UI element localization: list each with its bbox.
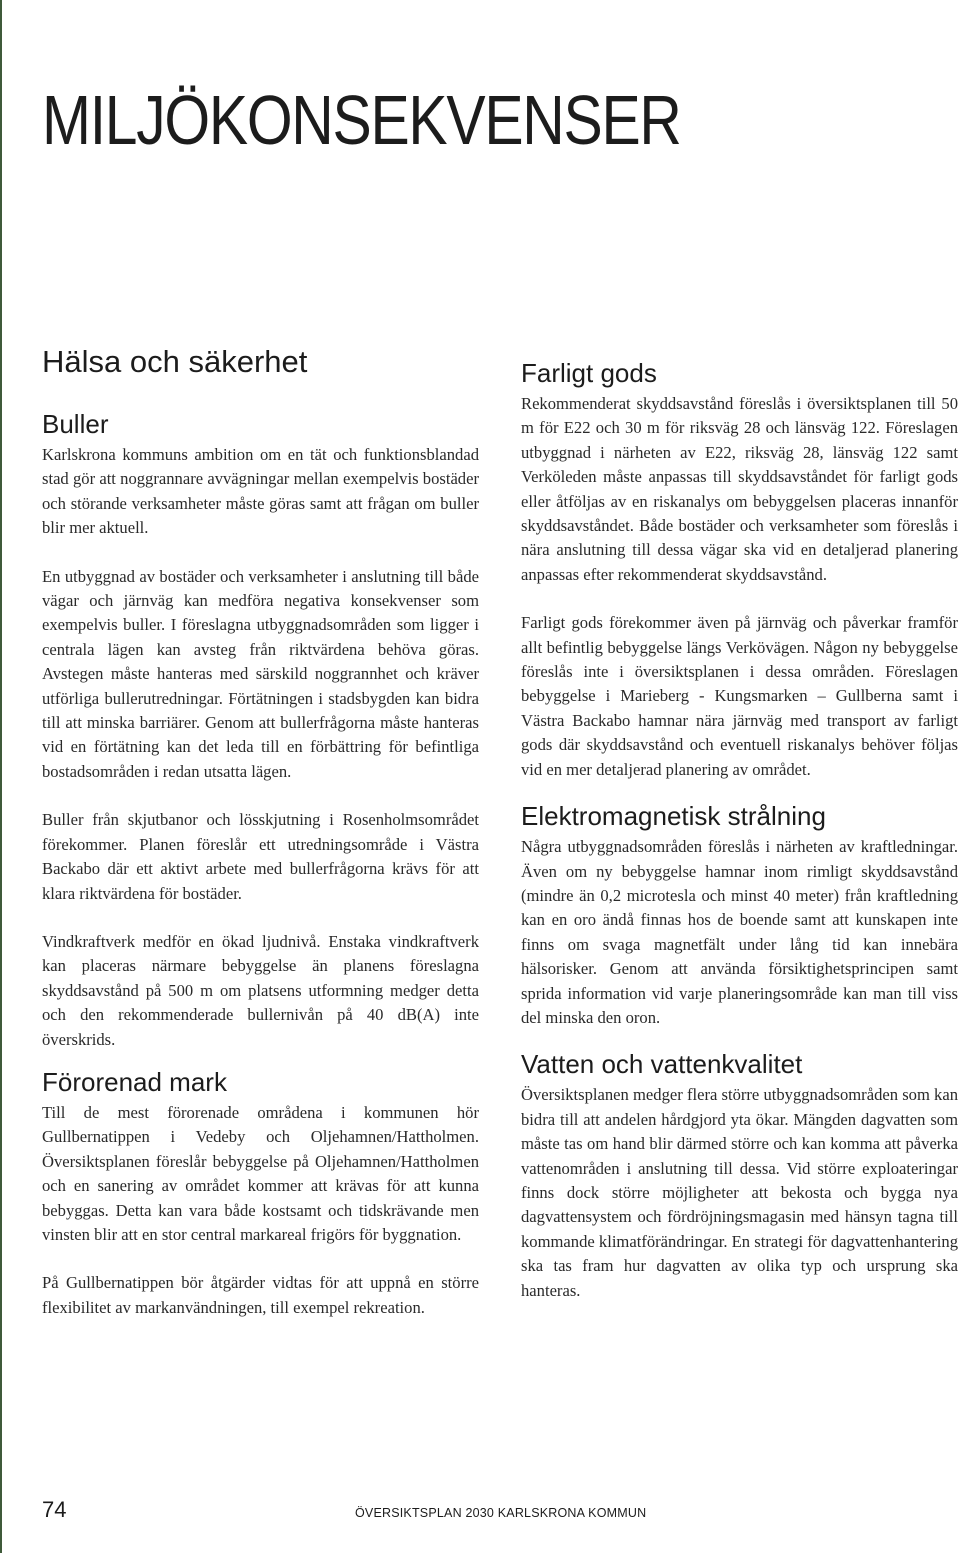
buller-heading: Buller [42, 409, 109, 439]
page-edge-line [0, 0, 2, 1553]
farligt-gods-heading: Farligt gods [521, 358, 657, 388]
buller-paragraph: Vindkraftverk medför en ökad ljudnivå. Enstaka vindkraftverk kan placeras närmare bebyggelse än planens föreslagna skyddsavstånd på 500 m om platsens utformning medger detta och den rekommenderade bullernivån på 40 dB(A) inte överskrids. [42, 931, 479, 1049]
vatten-paragraph: Översiktsplanen medger flera större utbyggnadsområden som kan bidra till att andelen hårdgjord yta ökar. Mängden dagvatten som måste tas om hand blir därmed större och kan komma att påverka vattenområden i anslutning till dessa. Vid större exploateringar finns dock större möjligheter att bekosta och bygga nya dagvattensystem och fördröjningsmagasin med hänsyn tagna till kommande klimatförändringar. En strategi för dagvattenhantering ska tas fram hur dagvatten av olika typ och ursprung ska hanteras. [521, 1085, 958, 1300]
footer-text: ÖVERSIKTSPLAN 2030 KARLSKRONA KOMMUN [355, 1506, 647, 1520]
vatten-heading: Vatten och vattenkvalitet [521, 1049, 803, 1080]
fororenad-mark-paragraph: Till de mest förorenade områdena i kommunen hör Gullbernatippen i Vedeby och Oljehamnen/Hattholmen. Översiktsplanen föreslår bebyggelse på Oljehamnen/Hattholmen och en sanering av området kommer att krävas för att kunna bebyggas. Detta kan vara både kostsamt och tidskrävande men vinsten blir att en stor central markareal frigörs för byggnation. [42, 1102, 479, 1244]
right-column [521, 357, 958, 1327]
elektromagnetisk-paragraph: Några utbyggnadsområden föreslås i närheten av kraftledningar. Även om ny bebyggelse hamnar inom rimligt skyddsavstånd (mindre än 0,2 microtesla och minst 40 meter) från kraftledning kan en oro ändå finnas hos de boende samt att kunskapen inte finns om svaga magnetfält under lång tid kan innebära hälsorisker. Genom att använda försiktighetsprincipen samt sprida information vid varje planeringsområde kan man till viss del minska den oron. [521, 837, 958, 1027]
page-title: MILJÖKONSEKVENSER [42, 81, 681, 159]
fororenad-mark-paragraph: På Gullbernatippen bör åtgärder vidtas för att uppnå en större flexibilitet av markanvändningen, till exempel rekreation. [42, 1273, 479, 1317]
left-column [42, 408, 479, 1344]
buller-paragraph: Buller från skjutbanor och lösskjutning i Rosenholmsområdet förekommer. Planen föreslår ett utredningsområde i Västra Backabo där ett aktivt arbete med bullerfrågorna krävs för att klara riktvärdena för bostäder. [42, 810, 479, 903]
buller-paragraph: Karlskrona kommuns ambition om en tät och funktionsblandad stad gör att noggrannare avvägningar mellan exempelvis bostäder och störande verksamheter måste göras samt att frågan om buller blir mer aktuell. [42, 445, 479, 538]
elektromagnetisk-heading: Elektromagnetisk strålning [521, 801, 826, 832]
page-number: 74 [42, 1497, 67, 1522]
fororenad-mark-heading: Förorenad mark [42, 1066, 227, 1097]
farligt-gods-paragraph: Rekommenderat skyddsavstånd föreslås i översiktsplanen till 50 m för E22 och 30 m för riksväg 28 och länsväg 122. Föreslagen utbyggnad i närheten av E22, riksväg 28, länsväg 122 samt Verköleden måste anpassas till skyddsavståndet för farligt gods eller åtföljas av en riskanalys om bebyggelsen placeras innanför skyddsavståndet. Både bostäder och verksamheter som föreslås i nära anslutning till dessa vägar ska vid en detaljerad planering anpassas efter rekommenderat skyddsavstånd. [521, 394, 958, 584]
buller-paragraph: En utbyggnad av bostäder och verksamheter i anslutning till både vägar och järnväg kan medföra negativa konsekvenser som exempelvis buller. I föreslagna utbyggnadsområden som ligger i centrala lägen kan avsteg från riktvärdena behöva göras. Avstegen måste hanteras med särskild noggrannhet och kräver utförliga bullerutredningar. Förtätningen i stadsbygden kan bidra till att minska barriärer. Genom att bullerfrågorna måste hanteras vid en förtätning kan det leda till en förbättring för befintliga bostadsområden i redan utsatta lägen. [42, 566, 479, 781]
section-heading: Hälsa och säkerhet [42, 344, 308, 379]
farligt-gods-paragraph: Farligt gods förekommer även på järnväg och påverkar framför allt befintlig bebyggelse längs Verkövägen. Någon ny bebyggelse föreslås inte i översiktsplanen i dessa områden. Föreslagen bebyggelse i Marieberg - Kungsmarken – Gullberna samt i Västra Backabo hamnar nära järnväg med transport av farligt gods där skyddsavstånd och eventuell riskanalys behöver följas vid en mer detaljerad planering av området. [521, 613, 958, 779]
